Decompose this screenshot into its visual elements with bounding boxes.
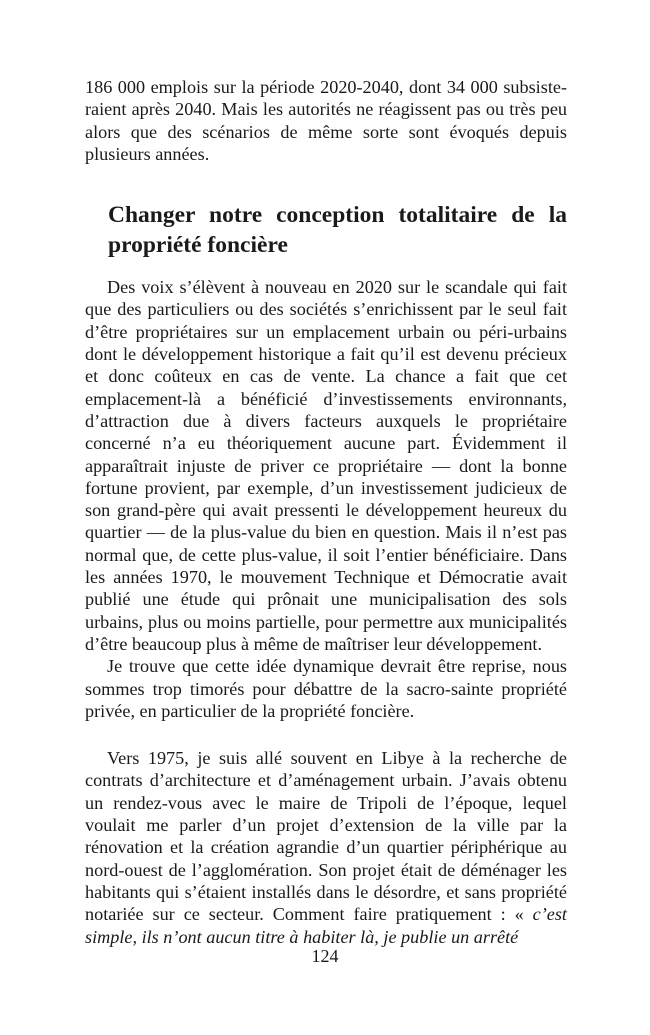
paragraph-libya xyxy=(85,747,567,948)
section-heading: Changer notre conception totalitaire de la propriété foncière xyxy=(108,202,567,259)
paragraph-property: Des voix s’élèvent à nouveau en 2020 sur le scandale qui fait que des particuliers ou des sociétés s’enrichissent par le seul fait d’être propriétaires sur un emplacement urbain ou péri-urbains dont le développement historique a fait qu’il est devenu précieux et donc coûteux en cas de vente. La chance a fait que cet emplacement-là a bénéficié d’investissements environnants, d’attraction due à divers facteurs auxquels le propriétaire concerné n’a eu théoriquement aucune part. Évidemment il apparaîtrait injuste de priver ce propriétaire — dont la bonne fortune provient, par exemple, d’un investissement judicieux de son grand-père qui avait pressenti le développement heureux du quartier — de la plus-value du bien en question. Mais il n’est pas normal que, de cette plus-value, il soit l’entier bénéficiaire. Dans les années 1970, le mouvement Technique et Démocratie avait publié une étude qui prônait une municipalisation des sols urbains, plus ou moins partielle, pour permettre aux municipalités d’être beaucoup plus à même de maîtriser leur développement. xyxy=(85,277,567,654)
paragraph-intro: 186 000 emplois sur la période 2020-2040, dont 34 000 subsiste-raient après 2040. Mais les autorités ne réagissent pas ou très peu alors que des scénarios de même sorte sont évoqués depuis plusieurs années. xyxy=(85,77,567,164)
paragraph-libya-text: Vers 1975, je suis allé souvent en Libye à la recherche de contrats d’architecture et d’aménagement urbain. J’avais obtenu un rendez-vous avec le maire de Tripoli de l’époque, lequel voulait me parler d’un projet d’extension de la ville par la rénovation et la création agrandie d’un quartier périphérique au nord-ouest de l’agglomération. Son projet était de déménager les habitants qui s’étaient installés dans le désordre, et sans propriété notariée sur ce secteur. Comment faire pratiquement : « xyxy=(85,748,567,925)
page-number: 124 xyxy=(311,946,339,966)
paragraph-idea: Je trouve que cette idée dynamique devrait être reprise, nous sommes trop timorés pour débattre de la sacro-sainte propriété privée, en particulier de la propriété foncière. xyxy=(85,656,567,721)
page-content xyxy=(85,76,567,948)
paragraph-libya-quote: c’est simple, ils n’ont aucun titre à habiter là, je publie un arrêté xyxy=(85,904,567,947)
